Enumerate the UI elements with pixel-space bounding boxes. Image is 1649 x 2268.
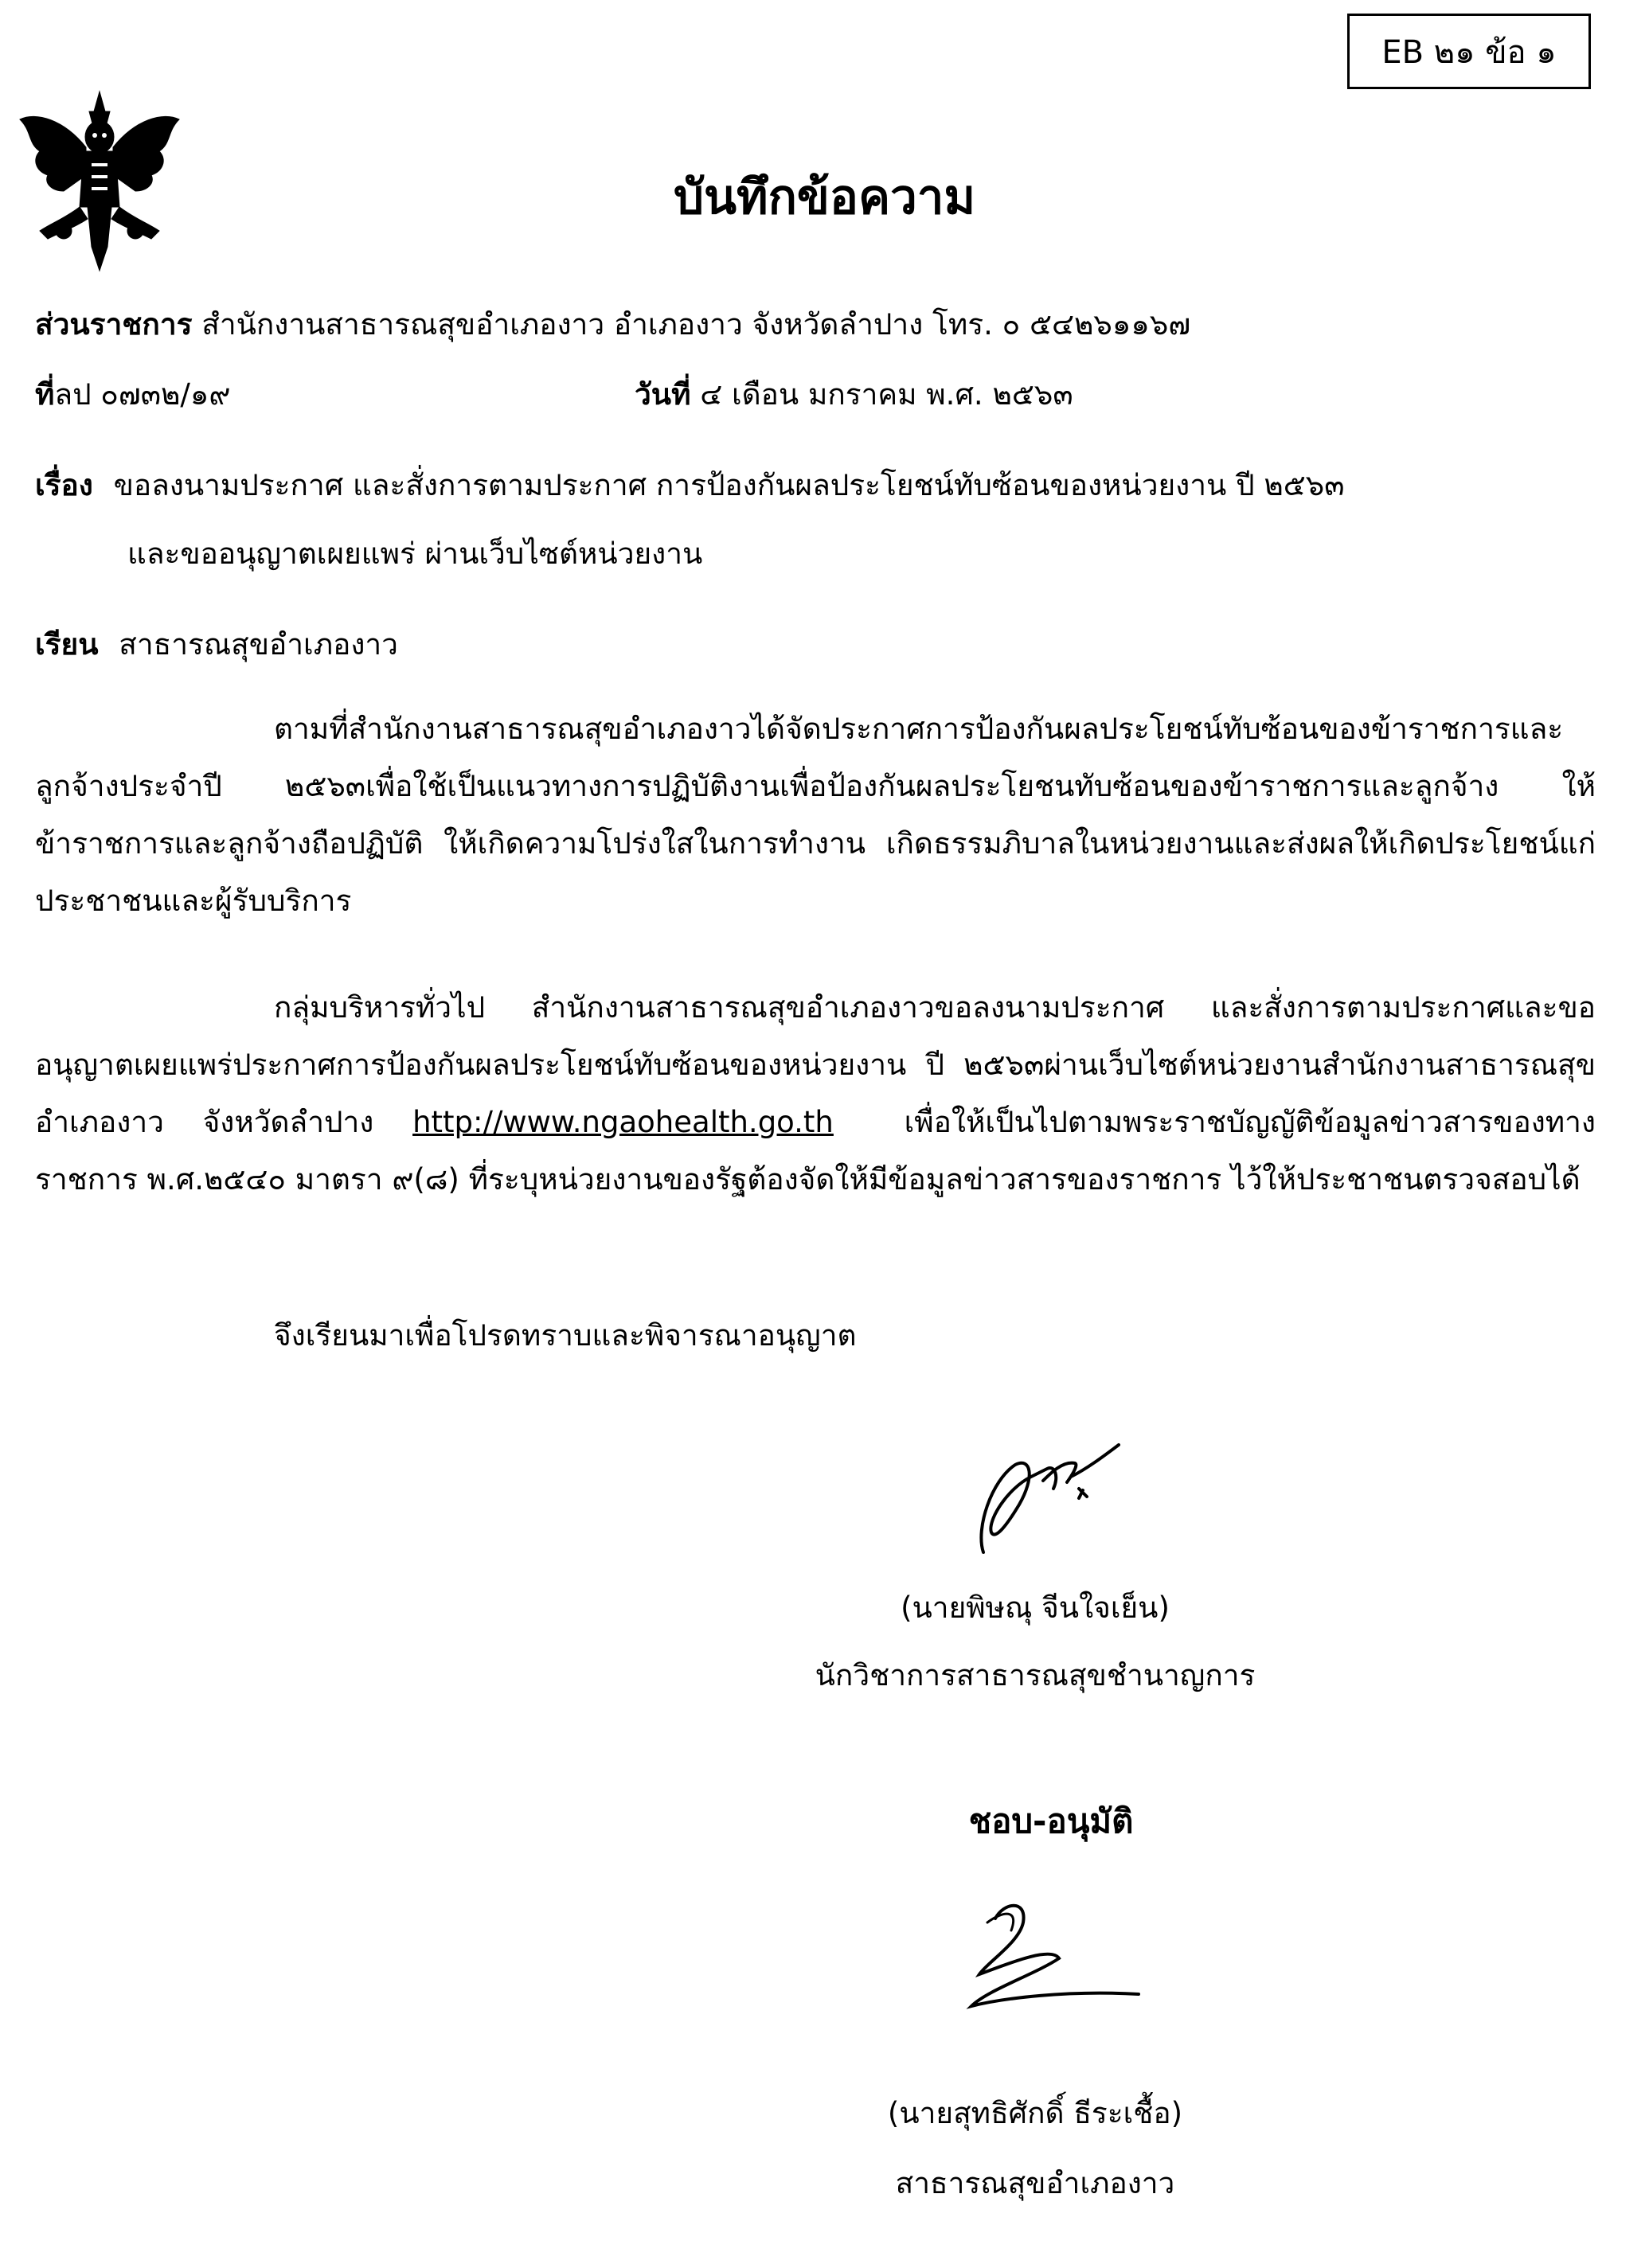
date-value: ๔ เดือน มกราคม พ.ศ. ๒๕๖๓ [700, 377, 1073, 412]
reference-line [35, 371, 230, 418]
signer-2-name: (นายสุทธิศักดิ์ ธีระเชื้อ) [887, 2096, 1183, 2130]
document-code: EB ๒๑ ข้อ ๑ [1381, 33, 1557, 71]
body-paragraph-2-text-b: เพื่อให้เป็นไปตามพระราชบัญญัติข้อมูลข่าวสารของทางราชการ พ.ศ.๒๕๔๐ มาตรา ๙(๘) ที่ระบุหน่วยงานของรัฐต้องจัดให้มีข้อมูลข่าวสารของราชการ ไว้ให้ประชาชนตรวจสอบได้ [35, 1105, 1596, 1196]
approval-text: ชอบ-อนุมัติ [968, 1802, 1134, 1841]
recipient-line [35, 621, 398, 668]
agency-label: ส่วนราชการ [35, 307, 193, 342]
date-label: วันที่ [635, 377, 691, 412]
subject-line-1 [35, 462, 1345, 509]
closing-text: จึงเรียนมาเพื่อโปรดทราบและพิจารณาอนุญาต [274, 1318, 857, 1353]
page-title: บันทึกข้อความ [673, 170, 976, 225]
body-paragraph-1-text: ตามที่สำนักงานสาธารณสุขอำเภองาวได้จัดประกาศการป้องกันผลประโยชน์ทับซ้อนของข้าราชการและลูกจ้างประจำปี ๒๕๖๓เพื่อใช้เป็นแนวทางการปฏิบัติงานเพื่อป้องกันผลประโยชนทับซ้อนของข้าราชการและลูกจ้าง ให้ข้าราชการและลูกจ้างถือปฏิบัติ ให้เกิดความโปร่งใสในการทำงาน เกิดธรรมภิบาลในหน่วยงานและส่งผลให้เกิดประโยชน์แก่ประชาชนและผู้รับบริการ [35, 712, 1596, 918]
agency-line [35, 301, 1190, 348]
signature-2 [940, 1887, 1155, 2014]
signature-1 [959, 1433, 1143, 1560]
signer-1-position: นักวิชาการสาธารณสุขชำนาญการ [815, 1658, 1256, 1692]
body-paragraph-2 [35, 979, 1596, 1208]
signer-2-position: สาธารณสุขอำเภองาว [895, 2166, 1175, 2200]
document-code-box [1347, 14, 1591, 89]
body-paragraph-2-text-a: กลุ่มบริหารทั่วไป สำนักงานสาธารณสุขอำเภองาวขอลงนามประกาศ และสั่งการตามประกาศและขออนุญาตเผยแพร่ประกาศการป้องกันผลประโยชน์ทับซ้อนของหน่วยงาน ปี ๒๕๖๓ผ่านเว็บไซต์หน่วยงานสำนักงานสาธารณสุขอำเภองาว จังหวัดลำปาง [35, 990, 1596, 1139]
signer-1-name: (นายพิษณุ จีนใจเย็น) [901, 1591, 1170, 1625]
subject-text-1: ขอลงนามประกาศ และสั่งการตามประกาศ การป้องกันผลประโยชน์ทับซ้อนของหน่วยงาน ปี ๒๕๖๓ [113, 468, 1345, 502]
date-line [635, 371, 1073, 418]
reference-value: ลป ๐๗๓๒/๑๙ [54, 377, 231, 412]
recipient-label: เรียน [35, 627, 99, 662]
body-paragraph-1 [35, 701, 1596, 930]
agency-value: สำนักงานสาธารณสุขอำเภองาว อำเภองาว จังหวัดลำปาง โทร. ๐ ๕๔๒๖๑๑๖๗ [201, 307, 1191, 342]
subject-text-2: และขออนุญาตเผยแพร่ ผ่านเว็บไซต์หน่วยงาน [127, 537, 703, 571]
website-link[interactable]: http://www.ngaohealth.go.th [412, 1105, 834, 1139]
subject-label: เรื่อง [35, 468, 93, 502]
reference-label: ที่ [35, 377, 55, 412]
recipient-value: สาธารณสุขอำเภองาว [119, 627, 398, 662]
